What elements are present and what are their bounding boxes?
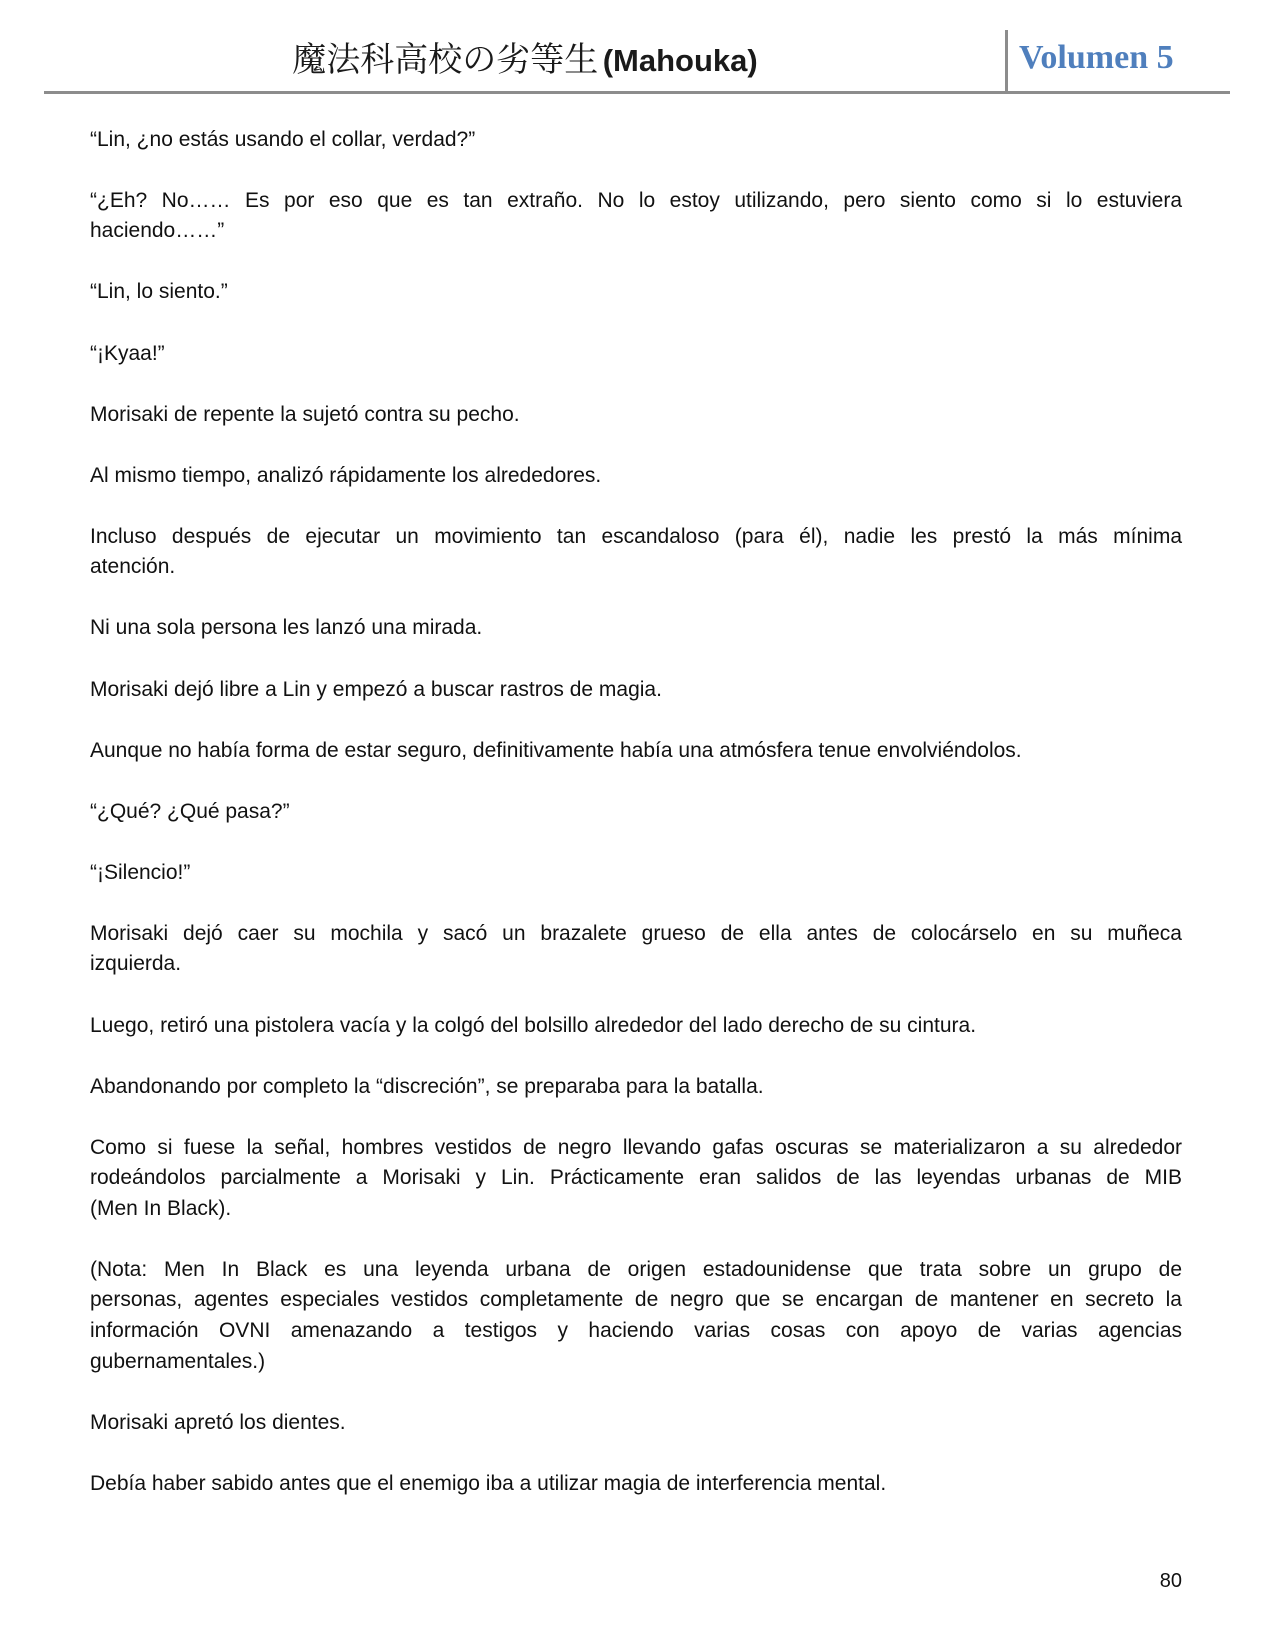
paragraph-line: Morisaki dejó caer su mochila y sacó un brazalete grueso de ella antes de colocárselo en su muñeca [90, 921, 1182, 945]
paragraph-line: información OVNI amenazando a testigos y haciendo varias cosas con apoyo de varias agencias [90, 1319, 1182, 1343]
paragraph [90, 919, 1182, 980]
paragraph [90, 797, 1182, 828]
paragraph [90, 277, 1182, 308]
paragraph [90, 1408, 1182, 1439]
paragraph-line: Abandonando por completo la “discreción”, se preparaba para la batalla. [90, 1074, 764, 1098]
paragraph-line: “¿Eh? No…… Es por eso que es tan extraño. No lo estoy utilizando, pero siento como si lo estuviera [90, 188, 1182, 212]
paragraph-line: Aunque no había forma de estar seguro, definitivamente había una atmósfera tenue envolviéndolos. [90, 738, 1022, 762]
paragraph [90, 461, 1182, 492]
paragraph-line: (Nota: Men In Black es una leyenda urbana de origen estadounidense que trata sobre un grupo de [90, 1257, 1182, 1281]
paragraph-line: “¡Silencio!” [90, 860, 191, 884]
paragraph-line: Morisaki apretó los dientes. [90, 1410, 346, 1434]
paragraph [90, 339, 1182, 370]
paragraph [90, 1133, 1182, 1225]
paragraph [90, 675, 1182, 706]
paragraph-line: gubernamentales.) [90, 1349, 266, 1373]
paragraph-line: Al mismo tiempo, analizó rápidamente los alrededores. [90, 463, 602, 487]
paragraph-line: (Men In Black). [90, 1196, 232, 1220]
book-title [44, 35, 1006, 85]
paragraph-line: Morisaki dejó libre a Lin y empezó a buscar rastros de magia. [90, 677, 662, 701]
paragraph [90, 400, 1182, 431]
paragraph-line: “¡Kyaa!” [90, 341, 165, 365]
paragraph [90, 1011, 1182, 1042]
paragraph [90, 1469, 1182, 1500]
book-title-japanese: 魔法科高校の劣等生 [292, 40, 599, 80]
paragraph-line: rodeándolos parcialmente a Morisaki y Lin. Prácticamente eran salidos de las leyendas urbanas de MIB [90, 1166, 1182, 1190]
paragraph-line: “Lin, lo siento.” [90, 280, 228, 304]
header-rule [44, 91, 1230, 94]
paragraph [90, 1255, 1182, 1377]
header-separator [1005, 30, 1008, 92]
book-title-romaji: (Mahouka) [602, 43, 758, 78]
volume-label: Volumen 5 [1019, 39, 1174, 76]
paragraph-line: Ni una sola persona les lanzó una mirada. [90, 616, 483, 640]
paragraph-line: “¿Qué? ¿Qué pasa?” [90, 799, 290, 823]
paragraph-line: izquierda. [90, 952, 182, 976]
paragraph-line: atención. [90, 555, 176, 579]
paragraph-line: Luego, retiró una pistolera vacía y la colgó del bolsillo alrededor del lado derecho de su cintura. [90, 1013, 977, 1037]
paragraph [90, 522, 1182, 583]
paragraph-line: Como si fuese la señal, hombres vestidos de negro llevando gafas oscuras se materializaron a su alrededor [90, 1135, 1182, 1159]
paragraph [90, 1072, 1182, 1103]
paragraph [90, 613, 1182, 644]
paragraph-line: Morisaki de repente la sujetó contra su pecho. [90, 402, 520, 426]
paragraph [90, 736, 1182, 767]
page-number: 80 [1159, 1570, 1182, 1592]
paragraph-line: personas, agentes especiales vestidos completamente de negro que se encargan de mantener en secreto la [90, 1288, 1182, 1312]
paragraph [90, 125, 1182, 156]
paragraph-line: “Lin, ¿no estás usando el collar, verdad?” [90, 127, 476, 151]
paragraph-line: haciendo……” [90, 219, 225, 243]
paragraph [90, 186, 1182, 247]
paragraph [90, 858, 1182, 889]
paragraph-line: Debía haber sabido antes que el enemigo iba a utilizar magia de interferencia mental. [90, 1471, 887, 1495]
paragraph-line: Incluso después de ejecutar un movimiento tan escandaloso (para él), nadie les prestó la más mínima [90, 524, 1182, 548]
body-text [90, 125, 1182, 1530]
